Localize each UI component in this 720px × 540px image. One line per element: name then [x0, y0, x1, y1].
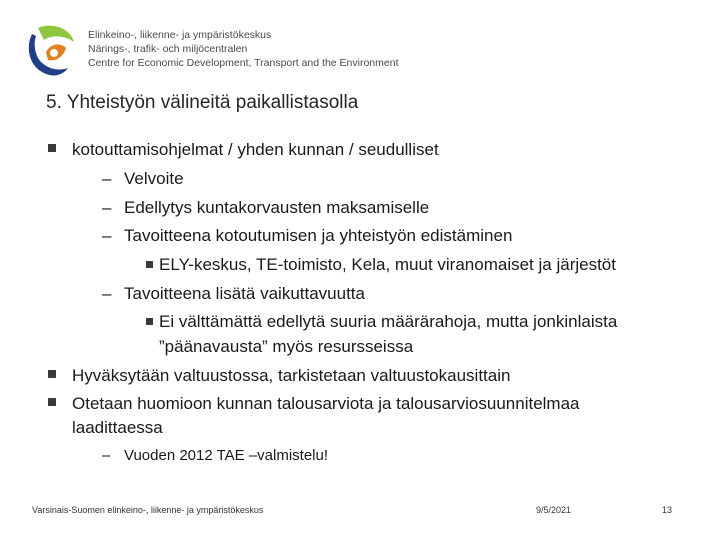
list-item: Otetaan huomioon kunnan talousarviota ja talousarviosuunnitelmaa	[72, 394, 580, 413]
footer-date: 9/5/2021	[536, 505, 572, 515]
dash-bullet: –	[102, 169, 112, 188]
list-item-continuation: ”päänavausta” myös resursseissa	[159, 337, 414, 356]
bullet-square-icon	[146, 318, 153, 325]
list-item: Velvoite	[124, 169, 184, 188]
agency-name-sv: Närings-, trafik- och miljöcentralen	[88, 43, 248, 55]
list-item-text: Ei välttämättä edellytä suuria määrärahoja, mutta jonkinlaista	[159, 312, 618, 331]
list-item: Edellytys kuntakorvausten maksamiselle	[124, 198, 430, 217]
agency-name-fi: Elinkeino-, liikenne- ja ympäristökeskus	[88, 29, 272, 41]
slide-title: 5. Yhteistyön välineitä paikallistasolla	[46, 92, 359, 113]
dash-bullet: –	[102, 226, 112, 245]
bullet-square-icon	[146, 261, 153, 268]
dash-bullet: –	[102, 447, 111, 464]
list-item	[146, 312, 617, 332]
footer-page-number: 13	[662, 505, 673, 515]
list-item: kotouttamisohjelmat / yhden kunnan / seudulliset	[72, 140, 439, 159]
bullet-square-icon	[48, 144, 56, 152]
list-item: Vuoden 2012 TAE –valmistelu!	[124, 447, 329, 464]
list-item: Hyväksytään valtuustossa, tarkistetaan valtuustokausittain	[72, 366, 511, 385]
list-item-continuation: laadittaessa	[72, 418, 163, 437]
bullet-square-icon	[48, 370, 56, 378]
list-item: Tavoitteena kotoutumisen ja yhteistyön edistäminen	[124, 226, 513, 245]
dash-bullet: –	[102, 198, 112, 217]
bullet-square-icon	[48, 398, 56, 406]
list-item	[146, 255, 616, 275]
list-item: Tavoitteena lisätä vaikuttavuutta	[124, 284, 365, 303]
dash-bullet: –	[102, 284, 112, 303]
agency-name-en: Centre for Economic Development, Transport and the Environment	[88, 57, 399, 69]
footer-organization: Varsinais-Suomen elinkeino-, liikenne- ja ympäristökeskus	[32, 505, 264, 515]
list-item-text: ELY-keskus, TE-toimisto, Kela, muut viranomaiset ja järjestöt	[159, 255, 616, 274]
